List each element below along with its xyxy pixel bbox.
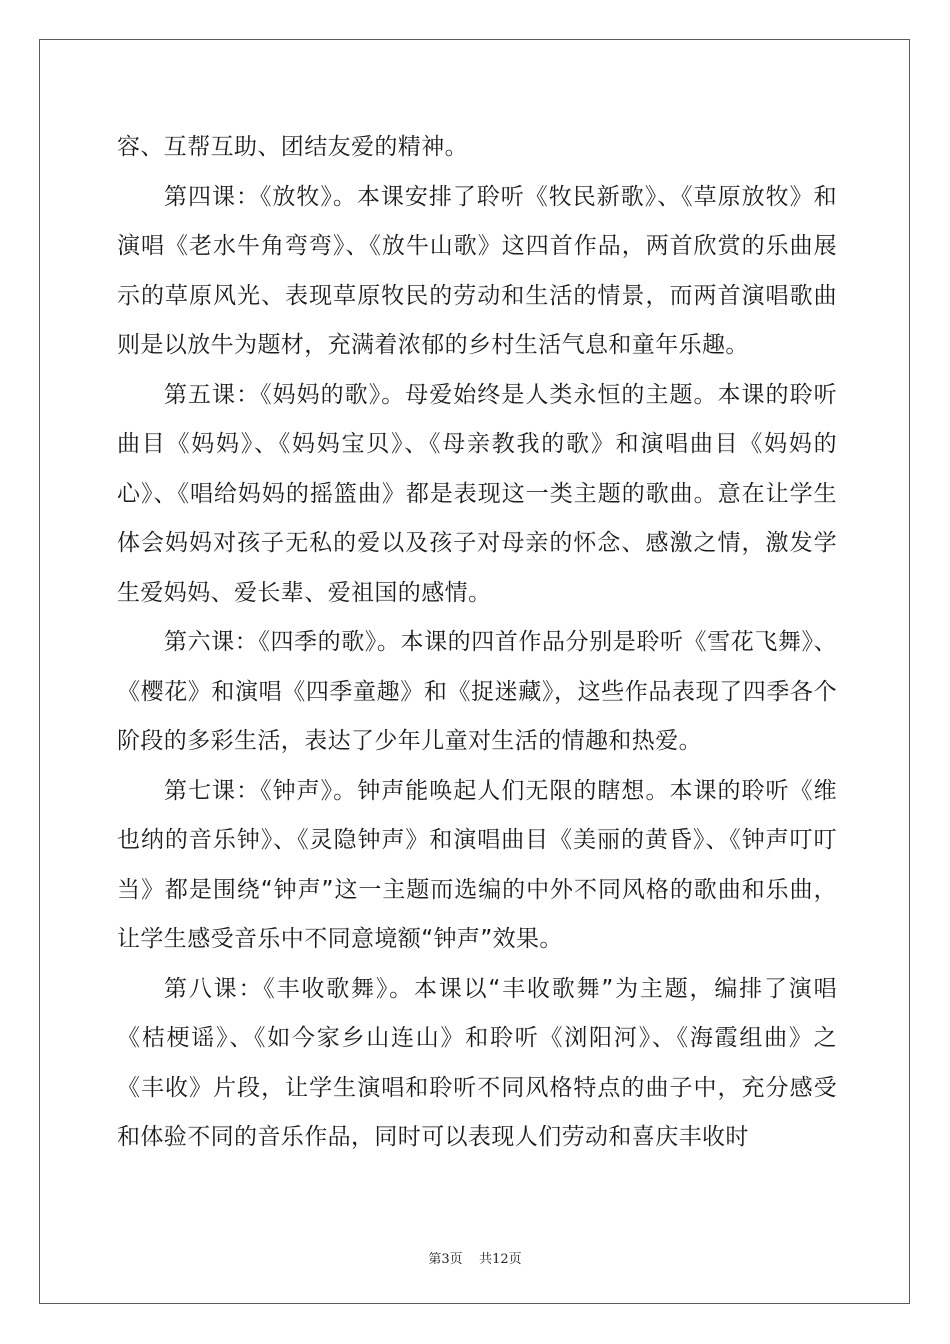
- paragraph-lesson-7: 第七课：《钟声》。钟声能唤起人们无限的瞎想。本课的聆听《维也纳的音乐钟》、《灵隐钟声》和演唱曲目《美丽的黄昏》、《钟声叮叮当》都是围绕“钟声”这一主题而选编的中外不同风格的歌曲和乐曲，让学生感受音乐中不同意境额“钟声”效果。: [117, 777, 837, 952]
- paragraph-lesson-8: 第八课：《丰收歌舞》。本课以“丰收歌舞”为主题，编排了演唱《桔梗谣》、《如今家乡山连山》和聆听《浏阳河》、《海霞组曲》之《丰收》片段，让学生演唱和聆听不同风格特点的曲子中，充分感受和体验不同的音乐作品，同时可以表现人们劳动和喜庆丰收时: [117, 975, 837, 1150]
- document-body: [117, 123, 837, 1163]
- page-number: 第3页: [428, 1252, 463, 1267]
- paragraph-lesson-5: 第五课：《妈妈的歌》。母爱始终是人类永恒的主题。本课的聆听曲目《妈妈》、《妈妈宝贝》、《母亲教我的歌》和演唱曲目《妈妈的心》、《唱给妈妈的摇篮曲》都是表现这一类主题的歌曲。意在让学生体会妈妈对孩子无私的爱以及孩子对母亲的怀念、感激之情，激发学生爱妈妈、爱长辈、爱祖国的感情。: [117, 381, 837, 606]
- paragraph-continuation: 容、互帮互助、团结友爱的精神。: [117, 134, 468, 160]
- paragraph-lesson-6: 第六课：《四季的歌》。本课的四首作品分别是聆听《雪花飞舞》、《樱花》和演唱《四季童趣》和《捉迷藏》，这些作品表现了四季各个阶段的多彩生活，表达了少年儿童对生活的情趣和热爱。: [117, 629, 837, 754]
- page-footer: [0, 1248, 950, 1267]
- paragraph-lesson-4: 第四课：《放牧》。本课安排了聆听《牧民新歌》、《草原放牧》和演唱《老水牛角弯弯》、《放牛山歌》这四首作品，两首欣赏的乐曲展示的草原风光、表现草原牧民的劳动和生活的情景，而两首演唱歌曲则是以放牛为题材，充满着浓郁的乡村生活气息和童年乐趣。: [117, 183, 837, 358]
- total-pages: 共12页: [479, 1252, 522, 1267]
